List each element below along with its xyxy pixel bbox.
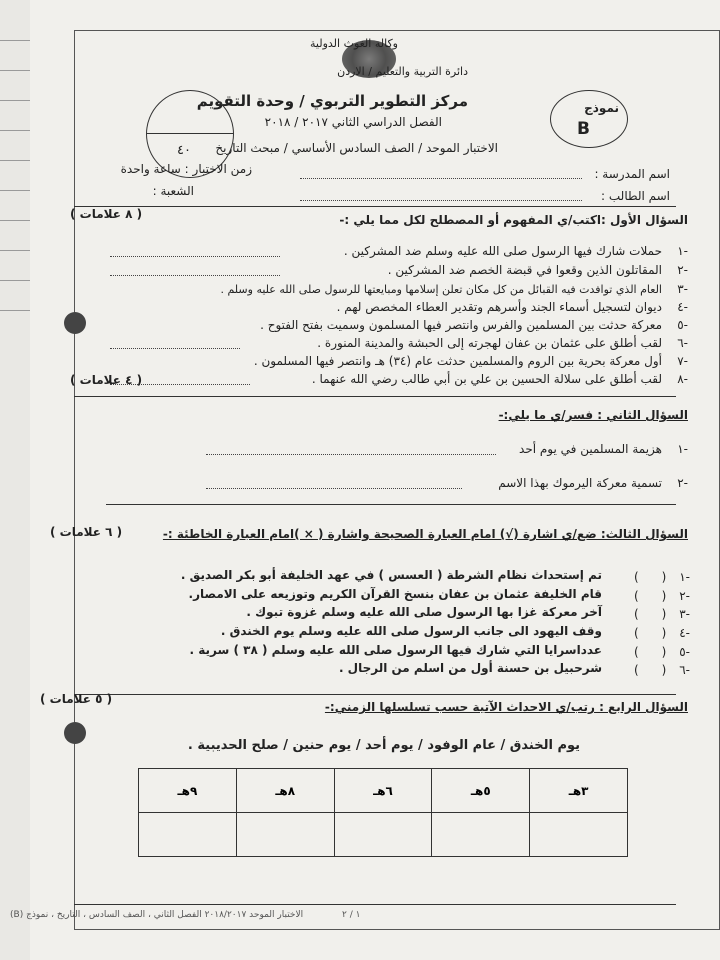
- org-department: دائرة التربية والتعليم / الاردن: [337, 65, 468, 78]
- year-cell: ٣هـ: [530, 769, 628, 813]
- q1-text: المقاتلون الذين وقعوا في قبضة الخصم ضد المشركين .: [387, 263, 662, 277]
- year-cell: ٦هـ: [334, 769, 432, 813]
- answer-cell[interactable]: [236, 813, 334, 857]
- q3-num: -٢: [679, 589, 690, 603]
- answer-line[interactable]: [206, 488, 462, 489]
- exam-page: [10, 0, 720, 960]
- answer-paren[interactable]: ( ): [634, 663, 667, 677]
- year-cell: ٥هـ: [432, 769, 530, 813]
- duration: زمن الاختبار : ساعة واحدة: [120, 162, 252, 176]
- q3-title: السؤال الثالث: ضع/ي اشارة (√) امام العبارة الصحيحة واشارة ( × )امام العبارة الخاطئة :-: [162, 527, 688, 541]
- answer-paren[interactable]: ( ): [634, 645, 667, 659]
- model-letter: B: [577, 119, 590, 139]
- answer-cell[interactable]: [530, 813, 628, 857]
- q3-num: -٤: [679, 626, 690, 640]
- q1-num: -٨: [677, 372, 688, 386]
- divider: [106, 504, 676, 505]
- q1-marks: ( ٨ علامات ): [70, 207, 143, 221]
- q4-title: السؤال الرابع : رتب/ي الاحداث الآتية حسب تسلسلها الزمني:-: [324, 700, 688, 714]
- punch-hole: [64, 312, 86, 334]
- student-field[interactable]: [300, 200, 582, 201]
- q2-num: -١: [677, 442, 688, 456]
- q2-text: تسمية معركة اليرموك بهذا الاسم: [498, 476, 662, 490]
- q1-title: السؤال الأول :اكتب/ي المفهوم أو المصطلح لكل مما يلي :-: [339, 213, 688, 227]
- q3-text: شرحبيل بن حسنة أول من اسلم من الرجال .: [338, 661, 602, 675]
- model-label: نموذج: [584, 101, 619, 115]
- q1-num: -١: [677, 244, 688, 258]
- q3-num: -٥: [679, 645, 690, 659]
- answer-line[interactable]: [206, 454, 496, 455]
- footer-divider: [74, 904, 676, 905]
- q4-marks: ( ٥ علامات ): [40, 692, 113, 706]
- q2-num: -٢: [677, 476, 688, 490]
- divider: [74, 694, 676, 695]
- q1-num: -٣: [677, 282, 688, 296]
- q3-num: -٣: [679, 607, 690, 621]
- answer-cell[interactable]: [334, 813, 432, 857]
- q3-text: تم إستحداث نظام الشرطة ( العسس ) في عهد الخليفة أبو بكر الصديق .: [180, 568, 602, 582]
- page-number: ١ / ٢: [342, 910, 361, 920]
- adjacent-paper-edge: [0, 0, 31, 960]
- q1-text: العام الذي توافدت فيه القبائل من كل مكان تعلن إسلامها ومبايعتها للرسول صلى الله عليه وسلم .: [220, 283, 662, 296]
- answer-paren[interactable]: ( ): [634, 607, 667, 621]
- year-cell: ٩هـ: [139, 769, 237, 813]
- org-name: وكالة الغوث الدولية: [310, 37, 398, 50]
- divider: [74, 206, 676, 207]
- semester: الفصل الدراسي الثاني ٢٠١٧ / ٢٠١٨: [264, 115, 442, 129]
- q1-num: -٧: [677, 354, 688, 368]
- q1-text: ديوان لتسجيل أسماء الجند وأسرهم وتقدير العطاء المخصص لهم .: [336, 300, 662, 314]
- q3-text: قام الخليفة عثمان بن عفان بنسخ القرآن الكريم وتوزيعه على الامصار.: [188, 587, 602, 601]
- q2-marks: ( ٤ علامات ): [70, 373, 143, 387]
- year-cell: ٨هـ: [236, 769, 334, 813]
- q3-text: آخر معركة غزا بها الرسول صلى الله عليه وسلم غزوة تبوك .: [246, 605, 602, 619]
- school-field[interactable]: [300, 178, 582, 179]
- q4-events: يوم الخندق / عام الوفود / يوم أحد / يوم حنين / صلح الحديبية .: [187, 738, 580, 753]
- q1-text: لقب أطلق على عثمان بن عفان لهجرته إلى الحبشة والمدينة المنورة .: [317, 336, 662, 350]
- q1-text: أول معركة بحرية بين الروم والمسلمين حدثت عام (٣٤) هـ وانتصر فيها المسلمون .: [253, 354, 662, 368]
- q2-text: هزيمة المسلمين في يوم أحد: [519, 442, 662, 456]
- q2-title: السؤال الثاني : فسر/ي ما يلي:-: [498, 408, 688, 422]
- divider: [74, 396, 676, 397]
- timeline-table: [138, 768, 628, 857]
- answer-paren[interactable]: ( ): [634, 570, 667, 584]
- model-badge: [550, 90, 628, 148]
- score-total: ٤٠: [177, 143, 191, 158]
- punch-hole: [64, 722, 86, 744]
- q3-text: عدداسرايا التي شارك فيها الرسول صلى الله عليه وسلم ( ٣٨ ) سرية .: [189, 643, 602, 657]
- q1-text: حملات شارك فيها الرسول صلى الله عليه وسلم ضد المشركين .: [343, 244, 662, 258]
- answer-paren[interactable]: ( ): [634, 589, 667, 603]
- school-label: اسم المدرسة :: [594, 167, 670, 181]
- q1-num: -٦: [677, 336, 688, 350]
- answer-cell[interactable]: [432, 813, 530, 857]
- q3-marks: ( ٦ علامات ): [50, 525, 123, 539]
- center-title: مركز التطوير التربوي / وحدة التقويم: [196, 92, 468, 110]
- answer-line[interactable]: [110, 348, 240, 349]
- footer-text: الاختبار الموحد ٢٠١٨/٢٠١٧ الفصل الثاني ، الصف السادس ، التاريخ ، نموذج (B): [10, 910, 304, 920]
- q1-text: لقب أطلق على سلالة الحسين بن علي بن أبي طالب رضي الله عنهما .: [311, 372, 662, 386]
- section-label: الشعبة :: [152, 184, 194, 198]
- answer-cell[interactable]: [139, 813, 237, 857]
- q1-text: معركة حدثت بين المسلمين والفرس وانتصر فيها المسلمون وسميت بفتح الفتوح .: [260, 318, 662, 332]
- q1-num: -٢: [677, 263, 688, 277]
- q3-num: -٦: [679, 663, 690, 677]
- student-label: اسم الطالب :: [601, 189, 670, 203]
- exam-title: الاختبار الموحد / الصف السادس الأساسي / مبحث التاريخ: [215, 141, 498, 155]
- q3-num: -١: [679, 570, 690, 584]
- answer-line[interactable]: [110, 275, 280, 276]
- q3-text: وقف اليهود الى جانب الرسول صلى الله عليه وسلم يوم الخندق .: [220, 624, 602, 638]
- q1-num: -٤: [677, 300, 688, 314]
- answer-line[interactable]: [110, 256, 280, 257]
- q1-num: -٥: [677, 318, 688, 332]
- answer-paren[interactable]: ( ): [634, 626, 667, 640]
